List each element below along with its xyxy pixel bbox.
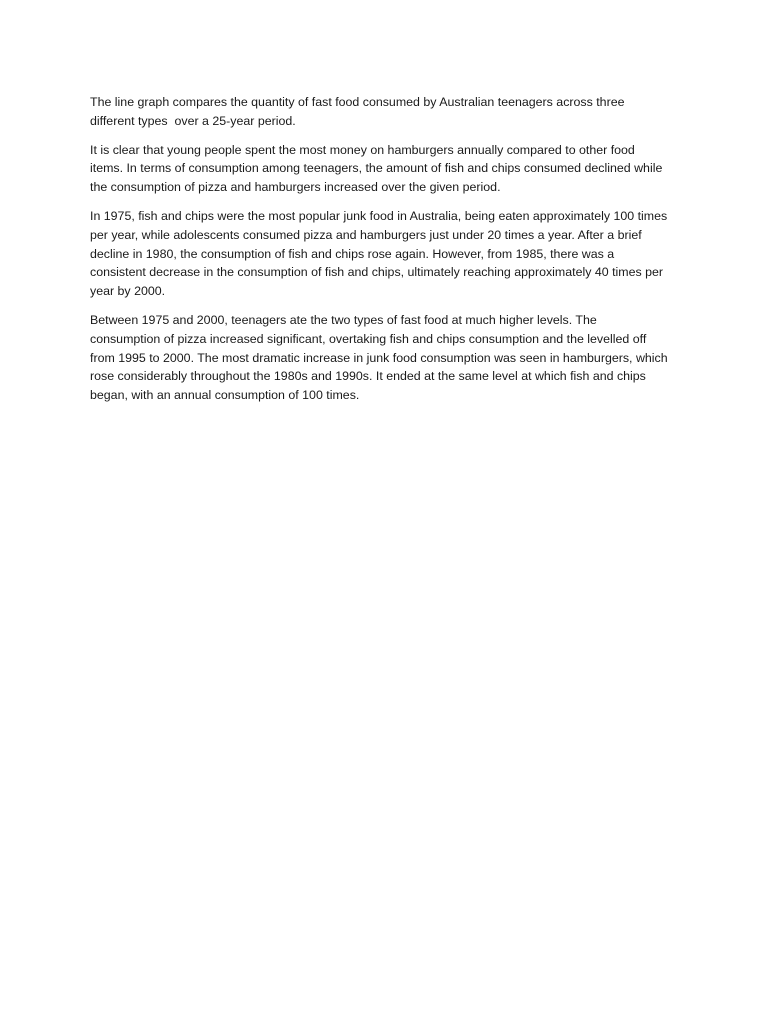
document-body — [90, 93, 670, 415]
paragraph-fish-and-chips: In 1975, fish and chips were the most popular junk food in Australia, being eaten approximately 100 times per year, while adolescents consumed pizza and hamburgers just under 20 times a year. After a brief decline in 1980, the consumption of fish and chips rose again. However, from 1985, there was a consistent decrease in the consumption of fish and chips, ultimately reaching approximately 40 times per year by 2000. — [90, 208, 671, 299]
paragraph-overview: It is clear that young people spent the most money on hamburgers annually compared to other food items. In terms of consumption among teenagers, the amount of fish and chips consumed declined while the consumption of pizza and hamburgers increased over the given period. — [90, 142, 666, 195]
paragraph-pizza-hamburgers: Between 1975 and 2000, teenagers ate the two types of fast food at much higher levels. The consumption of pizza increased significant, overtaking fish and chips consumption and the levelled off from 1995 to 2000. The most dramatic increase in junk food consumption was seen in hamburgers, which rose considerably throughout the 1980s and 1990s. It ended at the same level at which fish and chips began, with an annual consumption of 100 times. — [90, 312, 672, 403]
paragraph-introduction: The line graph compares the quantity of fast food consumed by Australian teenagers across three different types over a 25-year period. — [90, 95, 628, 128]
